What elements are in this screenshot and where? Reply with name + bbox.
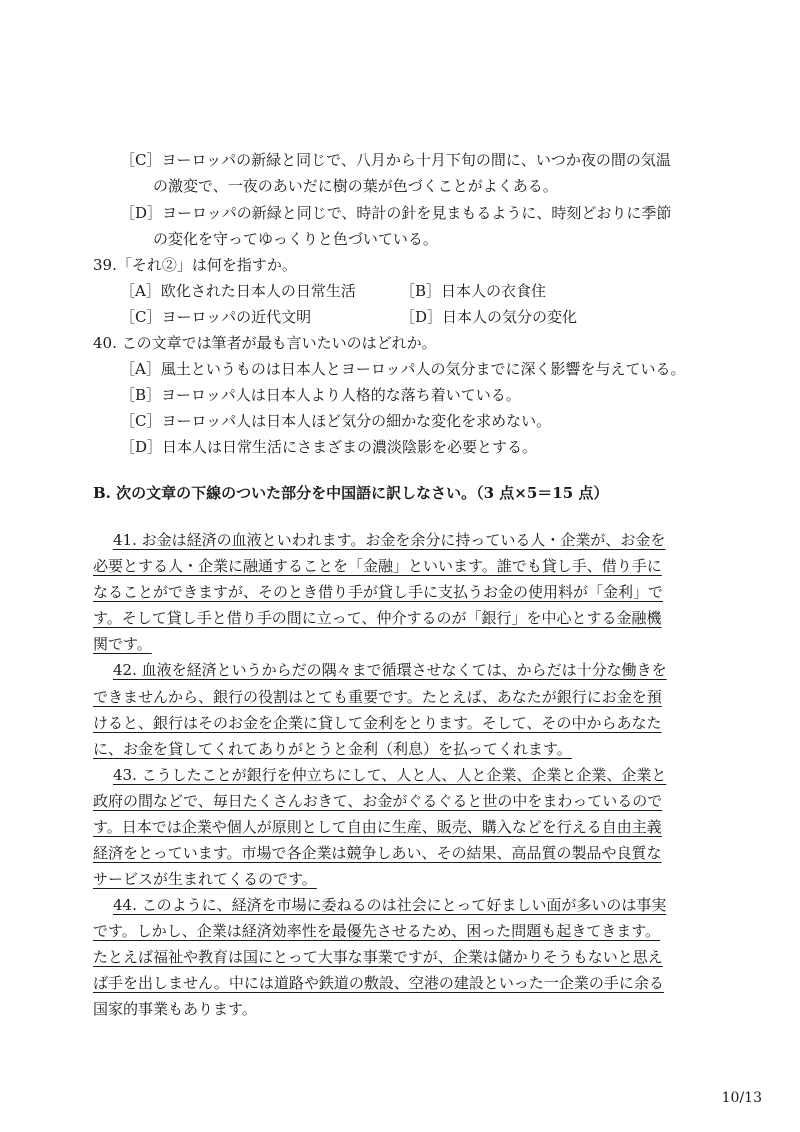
- passage-41-line: す。そして貸し手と借り手の間に立って、仲介するのが「銀行」を中心とする金融機: [93, 609, 662, 627]
- passage-41-line: なることができますが、そのとき借り手が貸し手に支払うお金の使用料が「金利」で: [93, 583, 664, 601]
- passage-42-line: けると、銀行はそのお金を企業に貸して金利をとります。そして、その中からあなた: [93, 714, 662, 732]
- passage-44-line: たとえば福祉や教育は国にとって大事な事業ですが、企業は儲かりそうもないと思え: [93, 948, 663, 966]
- q40-option-d: ［D］日本人は日常生活にさまざまの濃淡陰影を必要とする。: [120, 438, 538, 456]
- passage-41-line: 関です。: [93, 635, 152, 653]
- passage-41-line: 41. お金は経済の血液といわれます。お金を余分に持っている人・企業が、お金を: [113, 531, 666, 549]
- q38-option-d-line1: ［D］ヨーロッパの新緑と同じで、時計の針を見まもるように、時刻どおりに季節: [120, 204, 672, 222]
- q39-option-d: ［D］日本人の気分の変化: [400, 308, 578, 326]
- passage-42-line: 42. 血液を経済というからだの隅々まで循環させなくては、からだは十分な働きを: [113, 661, 667, 679]
- q39-question: 39.「それ②」は何を指すか。: [93, 256, 297, 274]
- page-number: 10/13: [721, 1090, 762, 1106]
- q40-option-c: ［C］ヨーロッパ人は日本人ほど気分の細かな変化を求めない。: [120, 412, 552, 430]
- passage-43-line: サービスが生まれてくるのです。: [93, 870, 317, 888]
- passage-43-line: 経済をとっています。市場で各企業は競争しあい、その結果、高品質の製品や良質な: [93, 844, 662, 862]
- passage-43-line: 43. こうしたことが銀行を仲立ちにして、人と人、人と企業、企業と企業、企業と: [113, 766, 667, 784]
- q40-option-b: ［B］ヨーロッパ人は日本人より人格的な落ち着いている。: [120, 386, 521, 404]
- q39-option-c: ［C］ヨーロッパの近代文明: [120, 308, 312, 326]
- passage-43-line: す。日本では企業や個人が原則として自由に生産、販売、購入などを行える自由主義: [93, 818, 662, 836]
- q38-option-c-line1: ［C］ヨーロッパの新緑と同じで、八月から十月下旬の間に、いつか夜の間の気温: [120, 151, 671, 169]
- passage-41-line: 必要とする人・企業に融通することを「金融」といいます。誰でも貸し手、借り手に: [93, 557, 662, 575]
- q38-option-d-line2: の変化を守ってゆっくりと色づいている。: [153, 230, 438, 248]
- q40-option-a: ［A］風土というものは日本人とヨーロッパ人の気分までに深く影響を与えている。: [120, 360, 686, 378]
- passage-44-line: ば手を出しません。中には道路や鉄道の敷設、空港の建設といった一企業の手に余る: [93, 974, 664, 992]
- passage-44-line: 44. このように、経済を市場に委ねるのは社会にとって好ましい面が多いのは事実: [113, 896, 667, 914]
- q40-question: 40. この文章では筆者が最も言いたいのはどれか。: [93, 334, 437, 352]
- passage-42-line: に、お金を貸してくれてありがとうと金利（利息）を払ってくれます。: [93, 740, 572, 758]
- passage-42-line: できませんから、銀行の役割はとても重要です。たとえば、あなたが銀行にお金を預: [93, 688, 662, 706]
- passage-44-line: です。しかし、企業は経済効率性を最優先させるため、困った問題も起きてきます。: [93, 922, 661, 940]
- q39-option-a: ［A］欧化された日本人の日常生活: [120, 282, 356, 300]
- section-b-heading: B. 次の文章の下線のついた部分を中国語に訳しなさい。（3 点×5＝15 点）: [93, 484, 609, 502]
- q39-option-b: ［B］日本人の衣食住: [400, 282, 547, 300]
- passage-44-line: 国家的事業もあります。: [93, 1000, 257, 1018]
- passage-43-line: 政府の間などで、毎日たくさんおきて、お金がぐるぐると世の中をまわっているので: [93, 792, 663, 810]
- q38-option-c-line2: の激変で、一夜のあいだに樹の葉が色づくことがよくある。: [153, 177, 558, 195]
